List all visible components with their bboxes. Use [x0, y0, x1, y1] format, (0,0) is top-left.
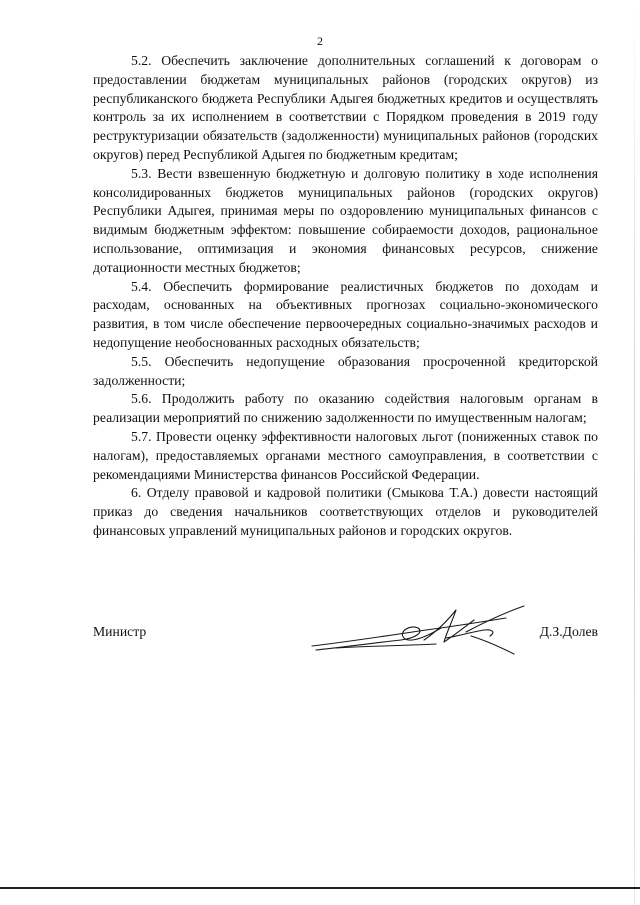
paragraph-6: 6. Отделу правовой и кадровой политики (Смыкова Т.А.) довести настоящий приказ до сведения начальников соответствующих отделов и руководителей финансовых управлений муниципальных районов и городских округов.: [93, 485, 598, 538]
signature-block: [93, 620, 598, 650]
signatory-name: Д.З.Долев: [539, 624, 598, 639]
paragraph-5-3: 5.3. Вести взвешенную бюджетную и долговую политику в ходе исполнения консолидированных бюджетов муниципальных районов (городских округов) Республики Адыгея, принимая меры по оздоровлению муниципальных финансов с видимым бюджетным эффектом: повышение собираемости доходов, рациональное использование, оптимизация и экономия финансовых ресурсов, снижение дотационности местных бюджетов;: [93, 165, 598, 275]
paragraph-5-5: 5.5. Обеспечить недопущение образования просроченной кредиторской задолженности;: [93, 353, 598, 388]
handwritten-signature: [306, 602, 556, 662]
scan-edge-line: [634, 0, 635, 905]
paragraph-5-7: 5.7. Провести оценку эффективности налоговых льгот (пониженных ставок по налогам), предоставляемых органами местного самоуправления, в соответствии с рекомендациями Министерства финансов Российской Федерации.: [93, 428, 598, 482]
document-body: [93, 52, 598, 541]
signatory-title: Министр: [93, 624, 147, 639]
paragraph-5-2: 5.2. Обеспечить заключение дополнительных соглашений к договорам о предоставлении бюджетам муниципальных районов (городских округов) из республиканского бюджета Республики Адыгея бюджетных кредитов и осуществлять контроль за их исполнением в соответствии с Порядком проведения в 2019 году реструктуризации обязательств (задолженности) муниципальных районов (городских округов) перед Республикой Адыгея по бюджетным кредитам;: [93, 53, 598, 162]
scan-bottom-border: [0, 887, 640, 889]
paragraph-5-6: 5.6. Продолжить работу по оказанию содействия налоговым органам в реализации мероприятий по снижению задолженности по имущественным налогам;: [93, 391, 598, 426]
page-number: 2: [317, 34, 323, 48]
paragraph-5-4: 5.4. Обеспечить формирование реалистичных бюджетов по доходам и расходам, основанных на объективных прогнозах социально-экономического развития, в том числе обеспечение первоочередных социально-значимых расходов и недопущение необоснованных расходных обязательств;: [93, 278, 598, 350]
